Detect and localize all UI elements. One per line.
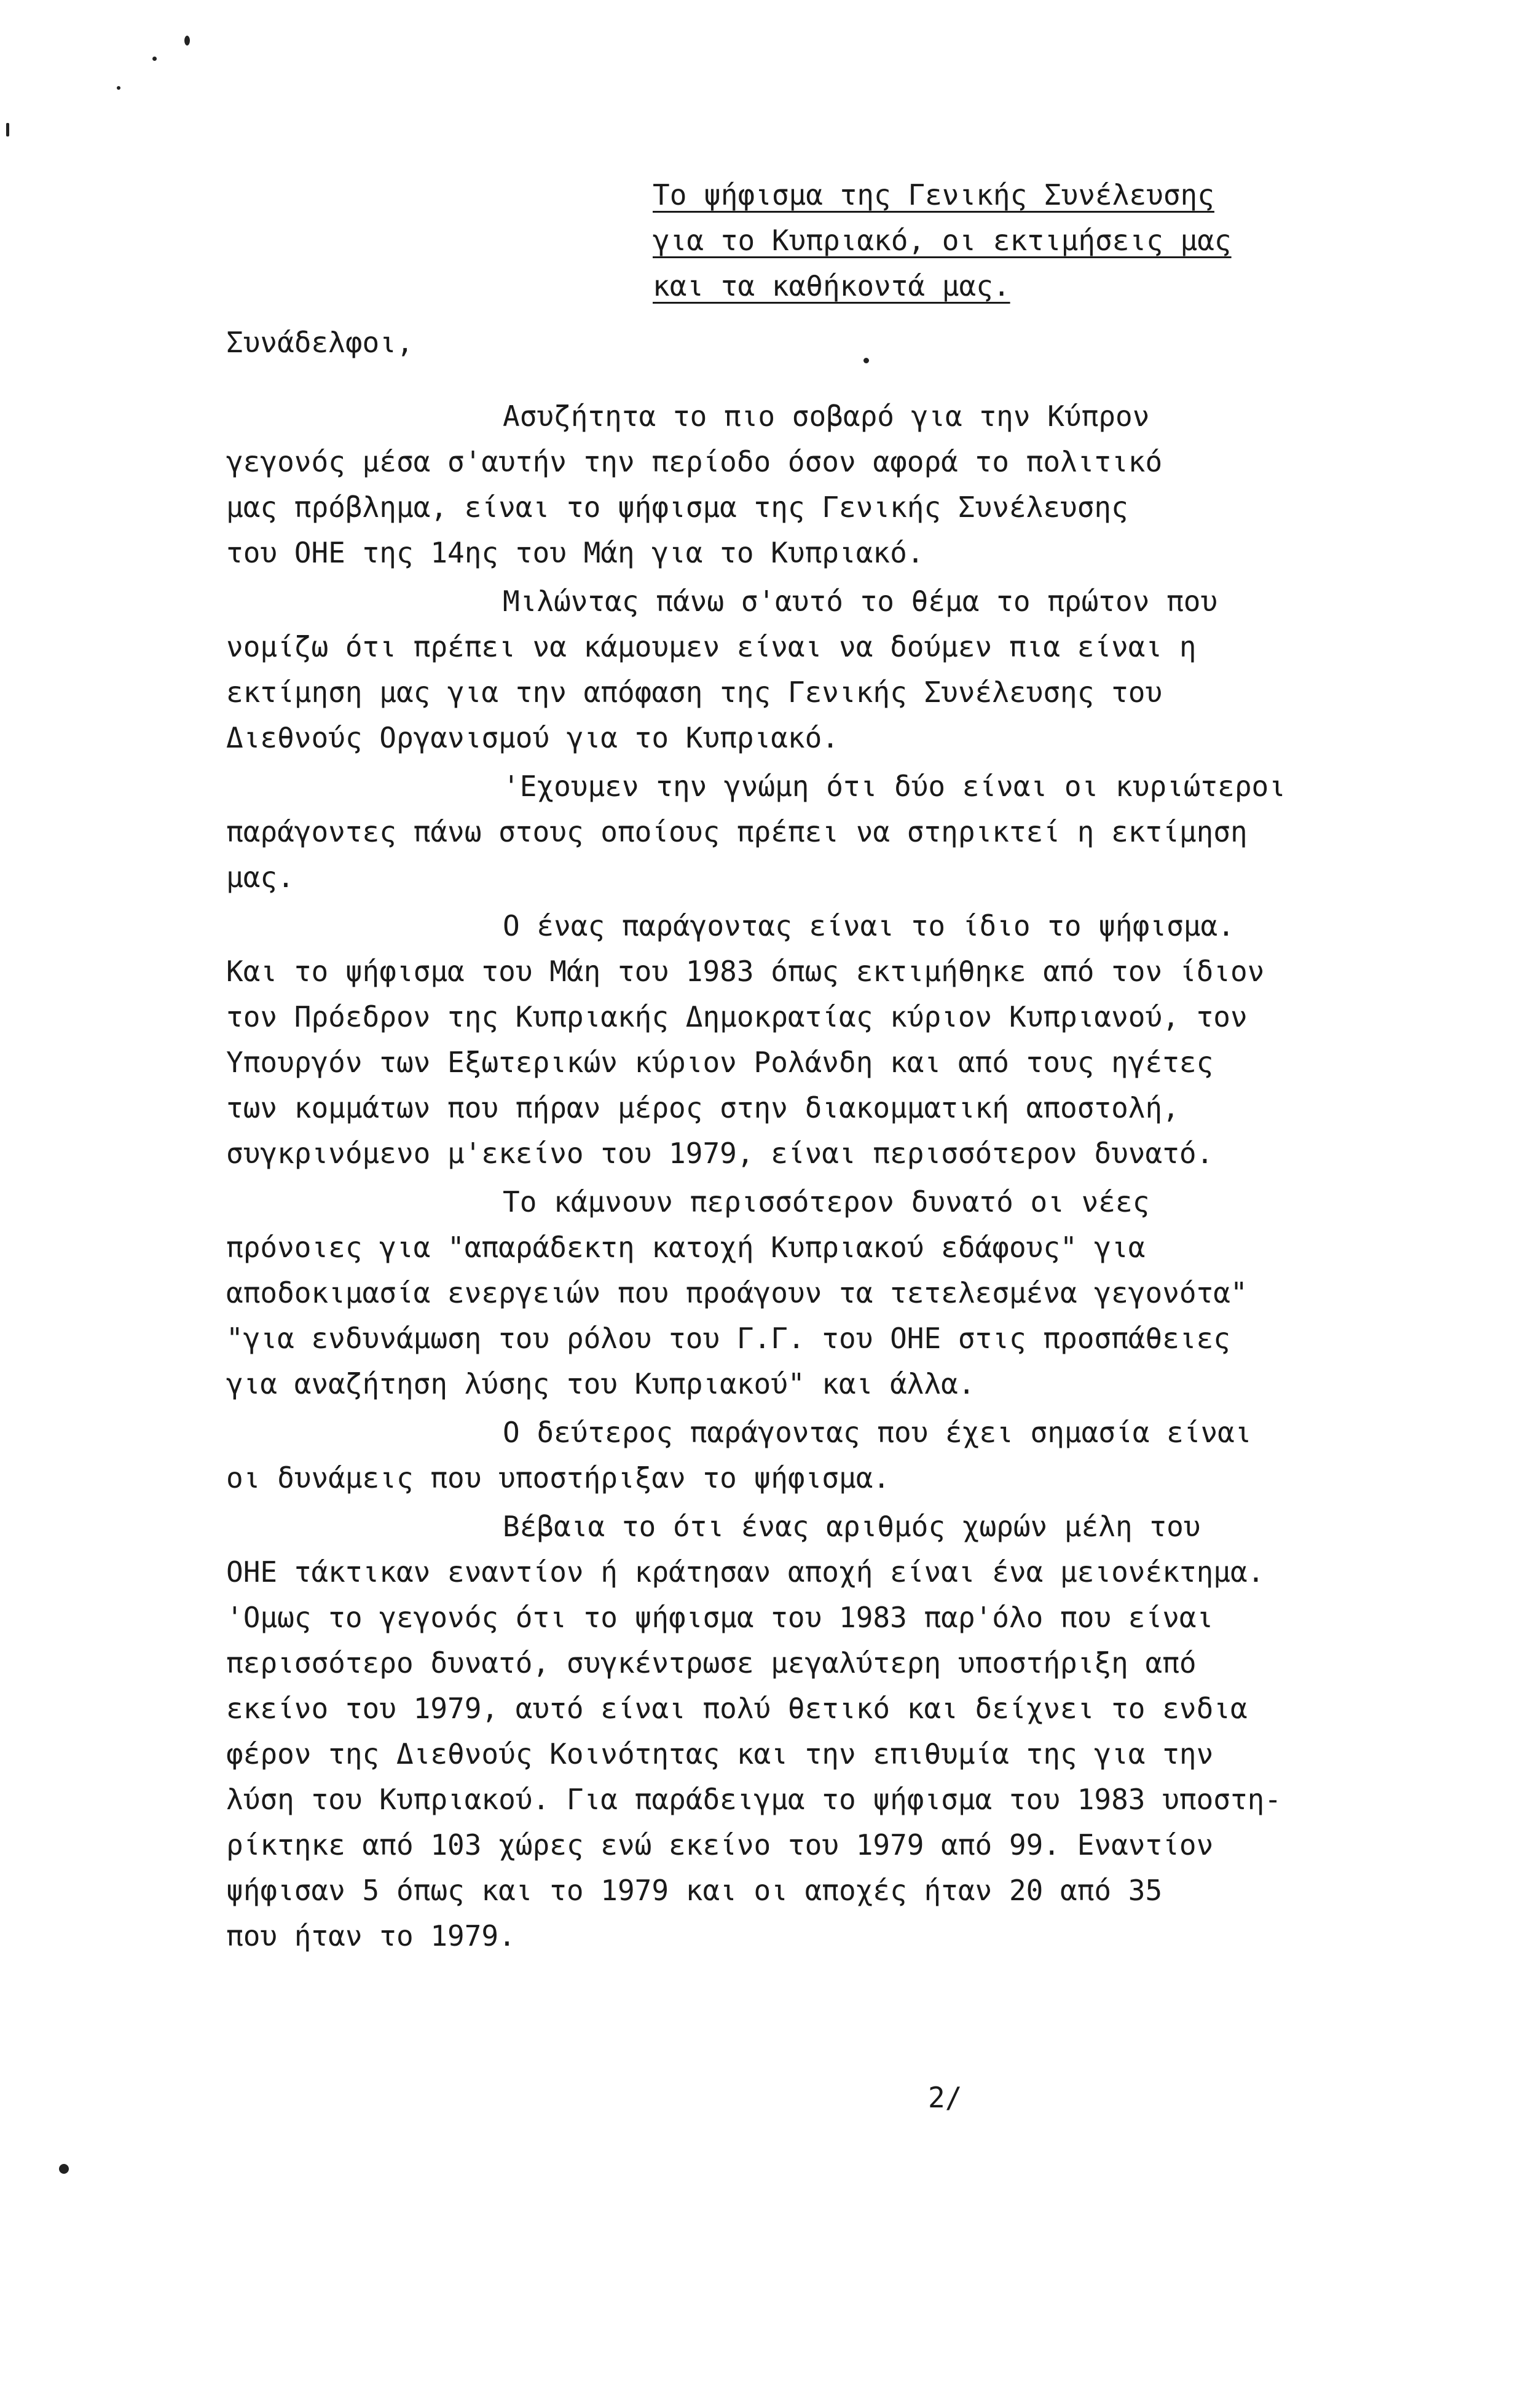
paragraph [226,764,1394,900]
paragraph [226,393,1394,575]
text-line: πρόνοιες για "απαράδεκτη κατοχή Κυπριακού εδάφους" για [226,1231,1146,1264]
text-line: εκτίμηση μας για την απόφαση της Γενικής Συνέλευσης του [226,676,1163,709]
text-line: περισσότερο δυνατό, συγκέντρωσε μεγαλύτερη υποστήριξη από [226,1646,1197,1680]
scan-speck [59,2164,69,2174]
text-line: του ΟΗΕ της 14ης του Μάη για το Κυπριακό. [226,536,924,569]
text-line: φέρον της Διεθνούς Κοινότητας και την επιθυμία της για την [226,1737,1214,1770]
scan-speck [152,57,157,61]
text-line: Διεθνούς Οργανισμού για το Κυπριακό. [226,721,839,754]
text-line: Ο ένας παράγοντας είναι το ίδιο το ψήφισμα. [503,909,1235,942]
text-line: Υπουργόν των Εξωτερικών κύριον Ρολάνδη και από τους ηγέτες [226,1046,1214,1079]
text-line: ψήφισαν 5 όπως και το 1979 και οι αποχές ήταν 20 από 35 [226,1874,1163,1907]
text-line: εκείνο του 1979, αυτό είναι πολύ θετικό και δείχνει το ενδια [226,1692,1248,1725]
text-line: Το κάμνουν περισσότερον δυνατό οι νέες [503,1185,1150,1218]
title-line: και τα καθήκοντά μας. [653,269,1010,302]
text-line: ρίκτηκε από 103 χώρες ενώ εκείνο του 1979 από 99. Εναντίον [226,1828,1214,1861]
text-line: οι δυνάμεις που υποστήριξαν το ψήφισμα. [226,1461,891,1494]
text-line: μας πρόβλημα, είναι το ψήφισμα της Γενικής Συνέλευσης [226,491,1128,524]
text-line: ΟΗΕ τάκτικαν εναντίον ή κράτησαν αποχή είναι ένα μειονέκτημα. [226,1555,1265,1589]
paragraph [226,1179,1394,1407]
text-line: Βέβαια το ότι ένας αριθμός χωρών μέλη του [503,1510,1201,1543]
text-line: γεγονός μέσα σ'αυτήν την περίοδο όσον αφορά το πολιτικό [226,445,1163,478]
text-line: που ήταν το 1979. [226,1919,516,1952]
page-number: 2/ [928,2081,962,2114]
text-line: 'Εχουμεν την γνώμη ότι δύο είναι οι κυριώτεροι [503,770,1286,803]
paragraph [226,1410,1394,1501]
text-line: μας. [226,861,294,894]
paragraph [226,903,1394,1176]
scan-speck [184,36,190,45]
text-line: συγκρινόμενο μ'εκείνο του 1979, είναι περισσότερον δυνατό. [226,1137,1214,1170]
text-line: Μιλώντας πάνω σ'αυτό το θέμα το πρώτον που [503,585,1218,618]
title-line: για το Κυπριακό, οι εκτιμήσεις μας [653,224,1232,257]
text-line: "για ενδυνάμωση του ρόλου του Γ.Γ. του ΟΗΕ στις προσπάθειες [226,1322,1230,1355]
text-line: Ο δεύτερος παράγοντας που έχει σημασία είναι [503,1416,1252,1449]
title-line: Το ψήφισμα της Γενικής Συνέλευσης [653,178,1214,211]
salutation: Συνάδελφοι, [226,326,414,359]
paragraph [226,578,1394,760]
paragraph [226,1504,1394,1959]
document-title [653,172,1304,309]
text-line: Ασυζήτητα το πιο σοβαρό για την Κύπρον [503,400,1150,433]
text-line: για αναζήτηση λύσης του Κυπριακού" και άλλα. [226,1367,975,1400]
text-line: Και το ψήφισμα του Μάη του 1983 όπως εκτιμήθηκε από τον ίδιον [226,955,1265,988]
text-line: των κομμάτων που πήραν μέρος στην διακομματική αποστολή, [226,1091,1179,1124]
scan-speck [863,358,869,363]
text-line: αποδοκιμασία ενεργειών που προάγουν τα τετελεσμένα γεγονότα" [226,1276,1248,1309]
text-line: νομίζω ότι πρέπει να κάμουμεν είναι να δούμεν πια είναι η [226,630,1197,663]
scan-speck [6,123,9,136]
text-line: 'Ομως το γεγονός ότι το ψήφισμα του 1983 παρ'όλο που είναι [226,1601,1214,1634]
letter-body [226,393,1394,1962]
text-line: παράγοντες πάνω στους οποίους πρέπει να στηρικτεί η εκτίμηση [226,815,1248,848]
text-line: τον Πρόεδρον της Κυπριακής Δημοκρατίας κύριον Κυπριανού, τον [226,1000,1248,1033]
text-line: λύση του Κυπριακού. Για παράδειγμα το ψήφισμα του 1983 υποστη- [226,1783,1282,1816]
scan-speck [117,86,120,90]
